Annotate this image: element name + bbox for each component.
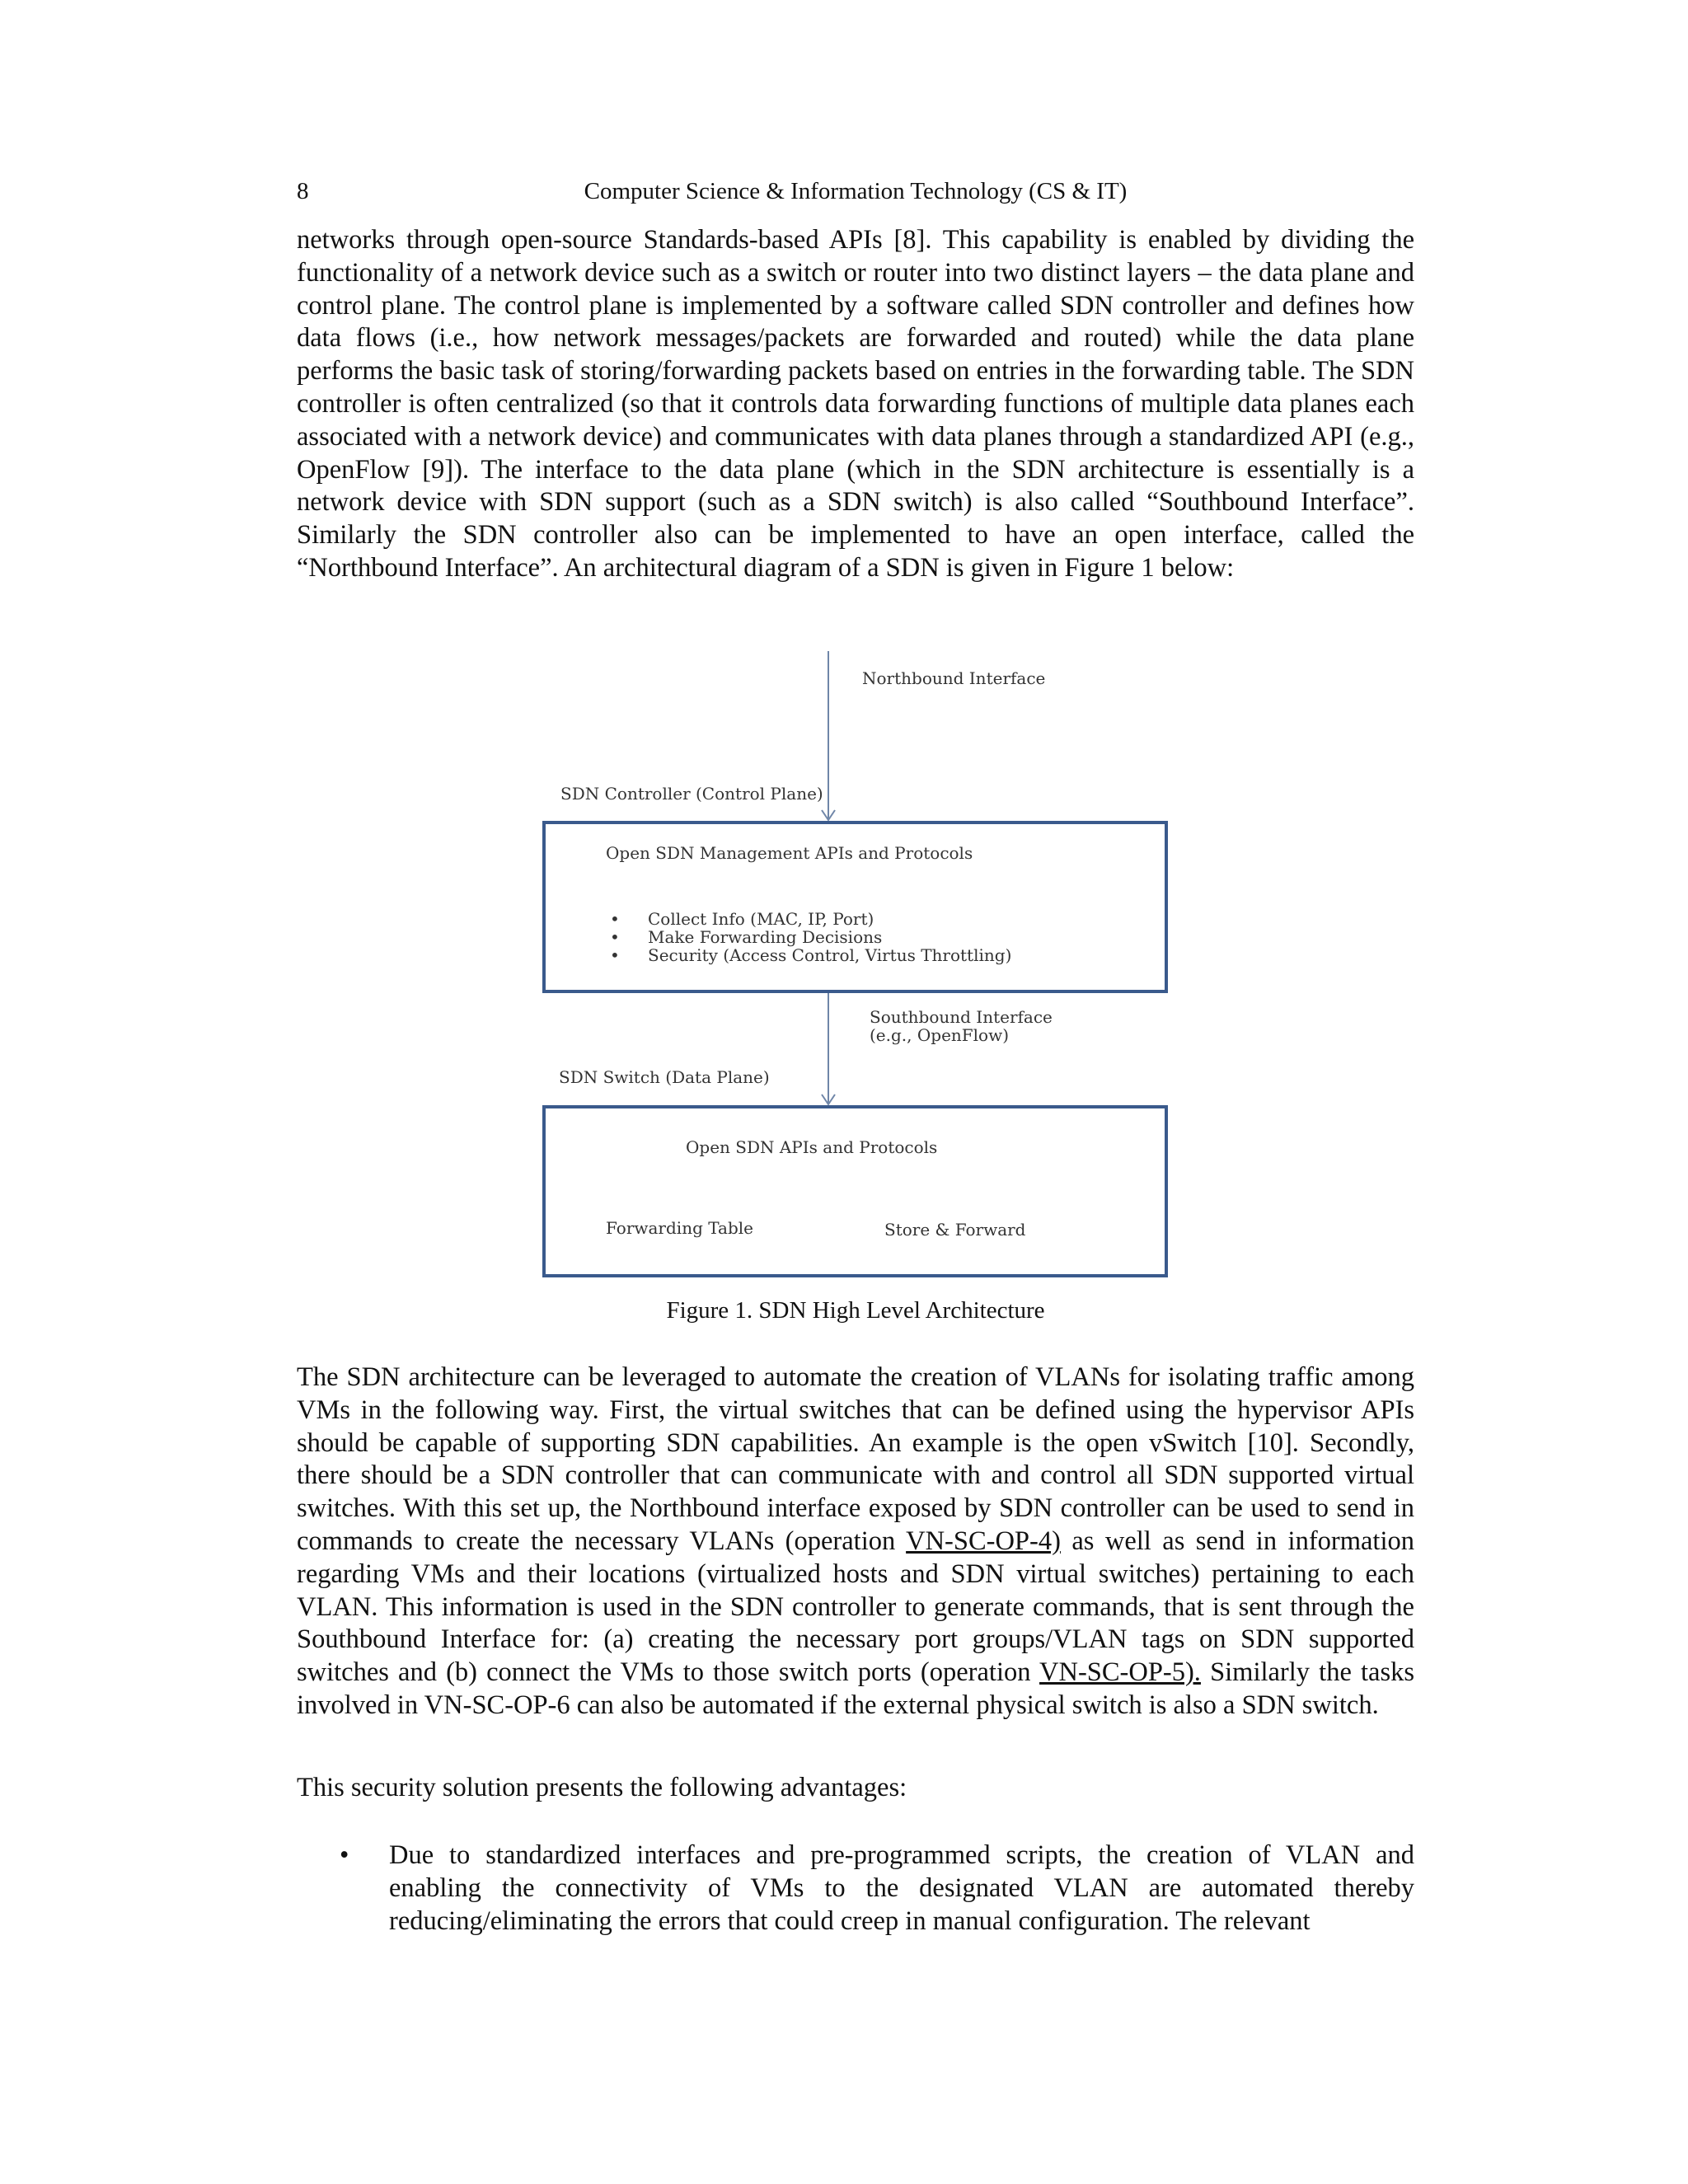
operation-link-vn-sc-op-5[interactable]: VN-SC-OP-5). [1039,1657,1201,1688]
controller-item-collect-info: Collect Info (MAC, IP, Port) [648,909,874,929]
controller-bullet: • [610,945,620,965]
page-header [297,175,1414,208]
switch-box-title: Open SDN APIs and Protocols [686,1137,938,1157]
controller-box-title: Open SDN Management APIs and Protocols [606,843,973,863]
controller-bullet: • [610,909,620,929]
controller-label: SDN Controller (Control Plane) [560,784,823,804]
figure-caption: Figure 1. SDN High Level Architecture [666,1297,1045,1324]
list-item-text: Due to standardized interfaces and pre-programmed scripts, the creation of VLAN and enabling the connectivity of VMs to the designated VLAN are automated thereby reducing/eliminating the errors that could creep in manual configuration. The relevant [389,1840,1414,1936]
bullet-icon: • [340,1840,349,1870]
operation-link-vn-sc-op-4[interactable]: VN-SC-OP-4) [906,1526,1061,1556]
sdn-diagram [528,647,1187,1298]
page-number: 8 [297,178,309,204]
sdn-architecture-figure [528,647,1187,1298]
switch-item-forwarding-table: Forwarding Table [606,1218,753,1238]
switch-item-store-forward: Store & Forward [884,1220,1026,1240]
northbound-label: Northbound Interface [862,668,1046,688]
switch-label: SDN Switch (Data Plane) [559,1067,770,1087]
controller-item-security: Security (Access Control, Virtus Throttling) [648,945,1012,965]
southbound-label-line2: (e.g., OpenFlow) [870,1025,1010,1045]
paragraph-advantages-intro: This security solution presents the following advantages: [297,1773,907,1802]
paragraph2-text-3: Similarly the tasks involved in VN-SC-OP-6 can also be automated if the external physical switch is also a SDN switch. [297,1657,1414,1720]
advantages-list [297,1840,1414,1938]
southbound-label-line1: Southbound Interface [870,1007,1053,1027]
paragraph-intro: networks through open-source Standards-based APIs [8]. This capability is enabled by dividing the functionality of a network device such as a switch or router into two distinct layers – the data plane and control plane. The control plane is implemented by a software called SDN controller and defines how data flows (i.e., how network messages/packets are forwarded and routed) while the data plane performs the basic task of storing/forwarding packets based on entries in the forwarding table. The SDN controller is often centralized (so that it controls data forwarding functions of multiple data planes each associated with a network device) and communicates with data planes through a standardized API (e.g., OpenFlow [9]). The interface to the data plane (which in the SDN architecture is essentially is a network device with SDN support (such as a SDN switch) is also called “Southbound Interface”. Similarly the SDN controller also can be implemented to have an open interface, called the “Northbound Interface”. An architectural diagram of a SDN is given in Figure 1 below: [297,225,1414,583]
controller-item-forwarding-decisions: Make Forwarding Decisions [648,927,883,947]
paragraph2-text-1: The SDN architecture can be leveraged to automate the creation of VLANs for isolating traffic among VMs in the following way. First, the virtual switches that can be defined using the hypervisor APIs should be capable of supporting SDN capabilities. An example is the open vSwitch [10]. Secondly, there should be a SDN controller that can communicate with and control all SDN supported virtual switches. With this set up, the Northbound interface exposed by SDN controller can be used to send in commands to create the necessary VLANs (operation [297,1362,1414,1556]
switch-box [544,1107,1166,1276]
paragraph-vlan-automation [297,1361,1414,1722]
running-title: Computer Science & Information Technology (CS & IT) [584,178,1128,204]
list-item [297,1840,1414,1938]
controller-bullet: • [610,927,620,947]
paragraph2-text-2: as well as send in information regarding VMs and their locations (virtualized hosts and SDN virtual switches) pertaining to each VLAN. This information is used in the SDN controller to generate commands, that is sent through the Southbound Interface for: (a) creating the necessary port groups/VLAN tags on SDN supported switches and (b) connect the VMs to those switch ports (operation [297,1526,1414,1688]
